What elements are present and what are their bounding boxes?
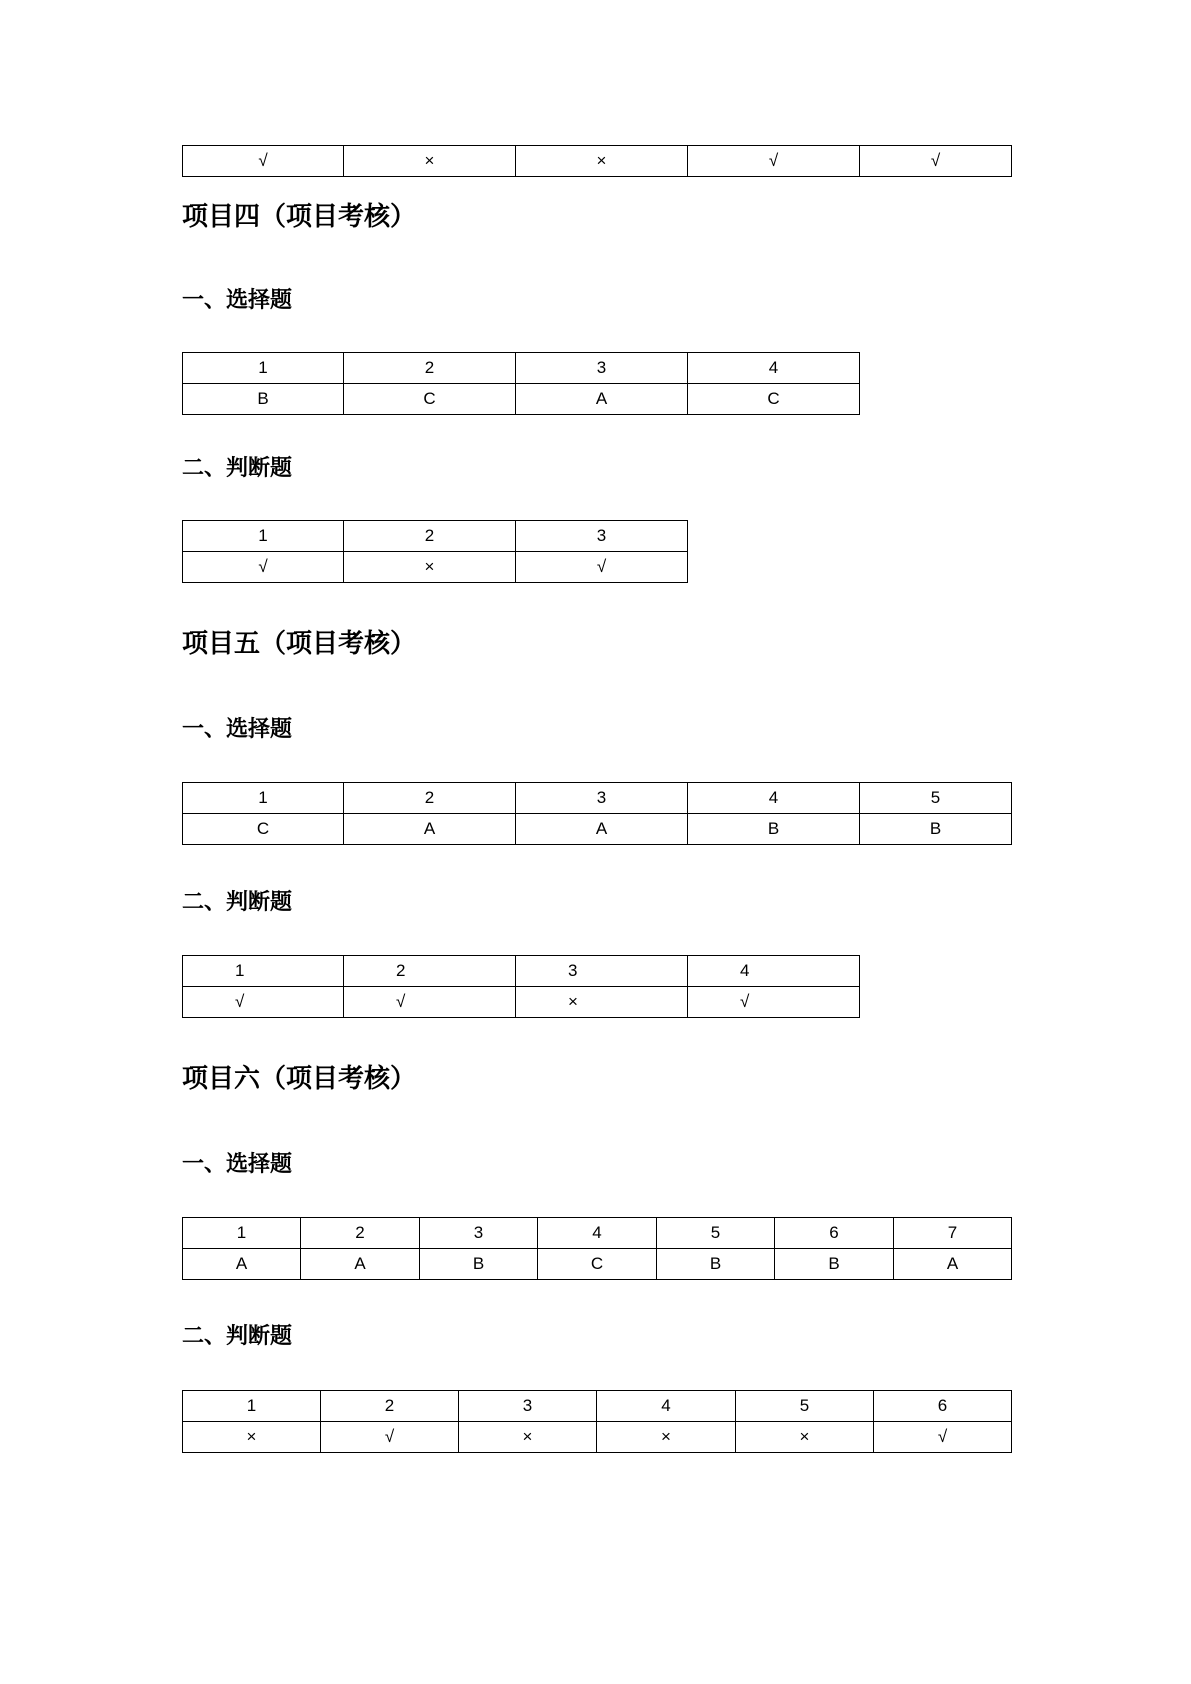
question-number: 1	[183, 1218, 301, 1249]
question-number: 4	[688, 353, 860, 384]
question-number: 1	[183, 353, 344, 384]
table-row	[183, 521, 688, 552]
table-cell: √	[688, 146, 860, 177]
table-row	[183, 552, 688, 583]
table-cell: ×	[516, 146, 688, 177]
question-number: 1	[183, 956, 344, 987]
top-answer-table-wrap	[182, 145, 1012, 177]
project-6-choice-table-wrap	[182, 1217, 1012, 1280]
answer-cell: √	[688, 987, 860, 1018]
answer-cell: B	[420, 1249, 538, 1280]
question-number: 2	[344, 783, 516, 814]
table-row	[183, 353, 860, 384]
question-number: 3	[516, 956, 688, 987]
answer-cell: √	[874, 1422, 1012, 1453]
question-number: 4	[688, 783, 860, 814]
question-number: 4	[597, 1391, 736, 1422]
project-5-choice-table	[182, 782, 1012, 845]
question-number: 5	[736, 1391, 874, 1422]
question-number: 3	[516, 783, 688, 814]
answer-cell: B	[860, 814, 1012, 845]
answer-cell: ×	[183, 1422, 321, 1453]
project-5-judge-table-wrap	[182, 955, 860, 1018]
answer-cell: A	[894, 1249, 1012, 1280]
project-4-choice-heading: 一、选择题	[182, 287, 293, 313]
question-number: 3	[420, 1218, 538, 1249]
table-row	[183, 1218, 1012, 1249]
answer-cell: √	[516, 552, 688, 583]
top-answer-table	[182, 145, 1012, 177]
answer-cell: C	[688, 384, 860, 415]
project-4-choice-table-wrap	[182, 352, 860, 415]
question-number: 2	[301, 1218, 420, 1249]
table-cell: √	[860, 146, 1012, 177]
answer-cell: C	[344, 384, 516, 415]
table-row	[183, 1422, 1012, 1453]
question-number: 1	[183, 1391, 321, 1422]
question-number: 3	[516, 521, 688, 552]
answer-cell: ×	[459, 1422, 597, 1453]
question-number: 1	[183, 521, 344, 552]
answer-cell: ×	[736, 1422, 874, 1453]
answer-cell: √	[344, 987, 516, 1018]
question-number: 1	[183, 783, 344, 814]
question-number: 2	[344, 956, 516, 987]
answer-cell: √	[321, 1422, 459, 1453]
answer-cell: A	[344, 814, 516, 845]
question-number: 4	[538, 1218, 657, 1249]
answer-cell: B	[688, 814, 860, 845]
answer-cell: B	[775, 1249, 894, 1280]
answer-cell: C	[183, 814, 344, 845]
project-5-choice-table-wrap	[182, 782, 1012, 845]
table-row	[183, 783, 1012, 814]
project-4-judge-table	[182, 520, 688, 583]
question-number: 4	[688, 956, 860, 987]
project-5-choice-heading: 一、选择题	[182, 716, 293, 742]
question-number: 2	[321, 1391, 459, 1422]
answer-cell: ×	[516, 987, 688, 1018]
project-4-title: 项目四（项目考核）	[182, 202, 417, 232]
table-row	[183, 384, 860, 415]
project-6-title: 项目六（项目考核）	[182, 1064, 417, 1094]
question-number: 2	[344, 353, 516, 384]
table-row	[183, 956, 860, 987]
answer-cell: ×	[597, 1422, 736, 1453]
project-5-title: 项目五（项目考核）	[182, 629, 417, 659]
table-row	[183, 1391, 1012, 1422]
answer-cell: C	[538, 1249, 657, 1280]
answer-cell: A	[516, 384, 688, 415]
question-number: 5	[657, 1218, 775, 1249]
project-6-judge-table-wrap	[182, 1390, 1012, 1453]
answer-cell: √	[183, 987, 344, 1018]
question-number: 2	[344, 521, 516, 552]
question-number: 5	[860, 783, 1012, 814]
project-5-judge-table	[182, 955, 860, 1018]
question-number: 7	[894, 1218, 1012, 1249]
project-6-choice-table	[182, 1217, 1012, 1280]
answer-cell: A	[516, 814, 688, 845]
answer-cell: B	[657, 1249, 775, 1280]
project-4-judge-heading: 二、判断题	[182, 455, 293, 481]
question-number: 6	[775, 1218, 894, 1249]
answer-cell: ×	[344, 552, 516, 583]
table-row	[183, 146, 1012, 177]
question-number: 3	[459, 1391, 597, 1422]
question-number: 3	[516, 353, 688, 384]
project-6-judge-table	[182, 1390, 1012, 1453]
project-6-choice-heading: 一、选择题	[182, 1151, 293, 1177]
answer-cell: B	[183, 384, 344, 415]
project-6-judge-heading: 二、判断题	[182, 1323, 293, 1349]
question-number: 6	[874, 1391, 1012, 1422]
table-row	[183, 1249, 1012, 1280]
project-4-judge-table-wrap	[182, 520, 688, 583]
project-4-choice-table	[182, 352, 860, 415]
answer-cell: √	[183, 552, 344, 583]
table-row	[183, 987, 860, 1018]
answer-cell: A	[301, 1249, 420, 1280]
answer-cell: A	[183, 1249, 301, 1280]
table-cell: ×	[344, 146, 516, 177]
project-5-judge-heading: 二、判断题	[182, 889, 293, 915]
table-row	[183, 814, 1012, 845]
table-cell: √	[183, 146, 344, 177]
